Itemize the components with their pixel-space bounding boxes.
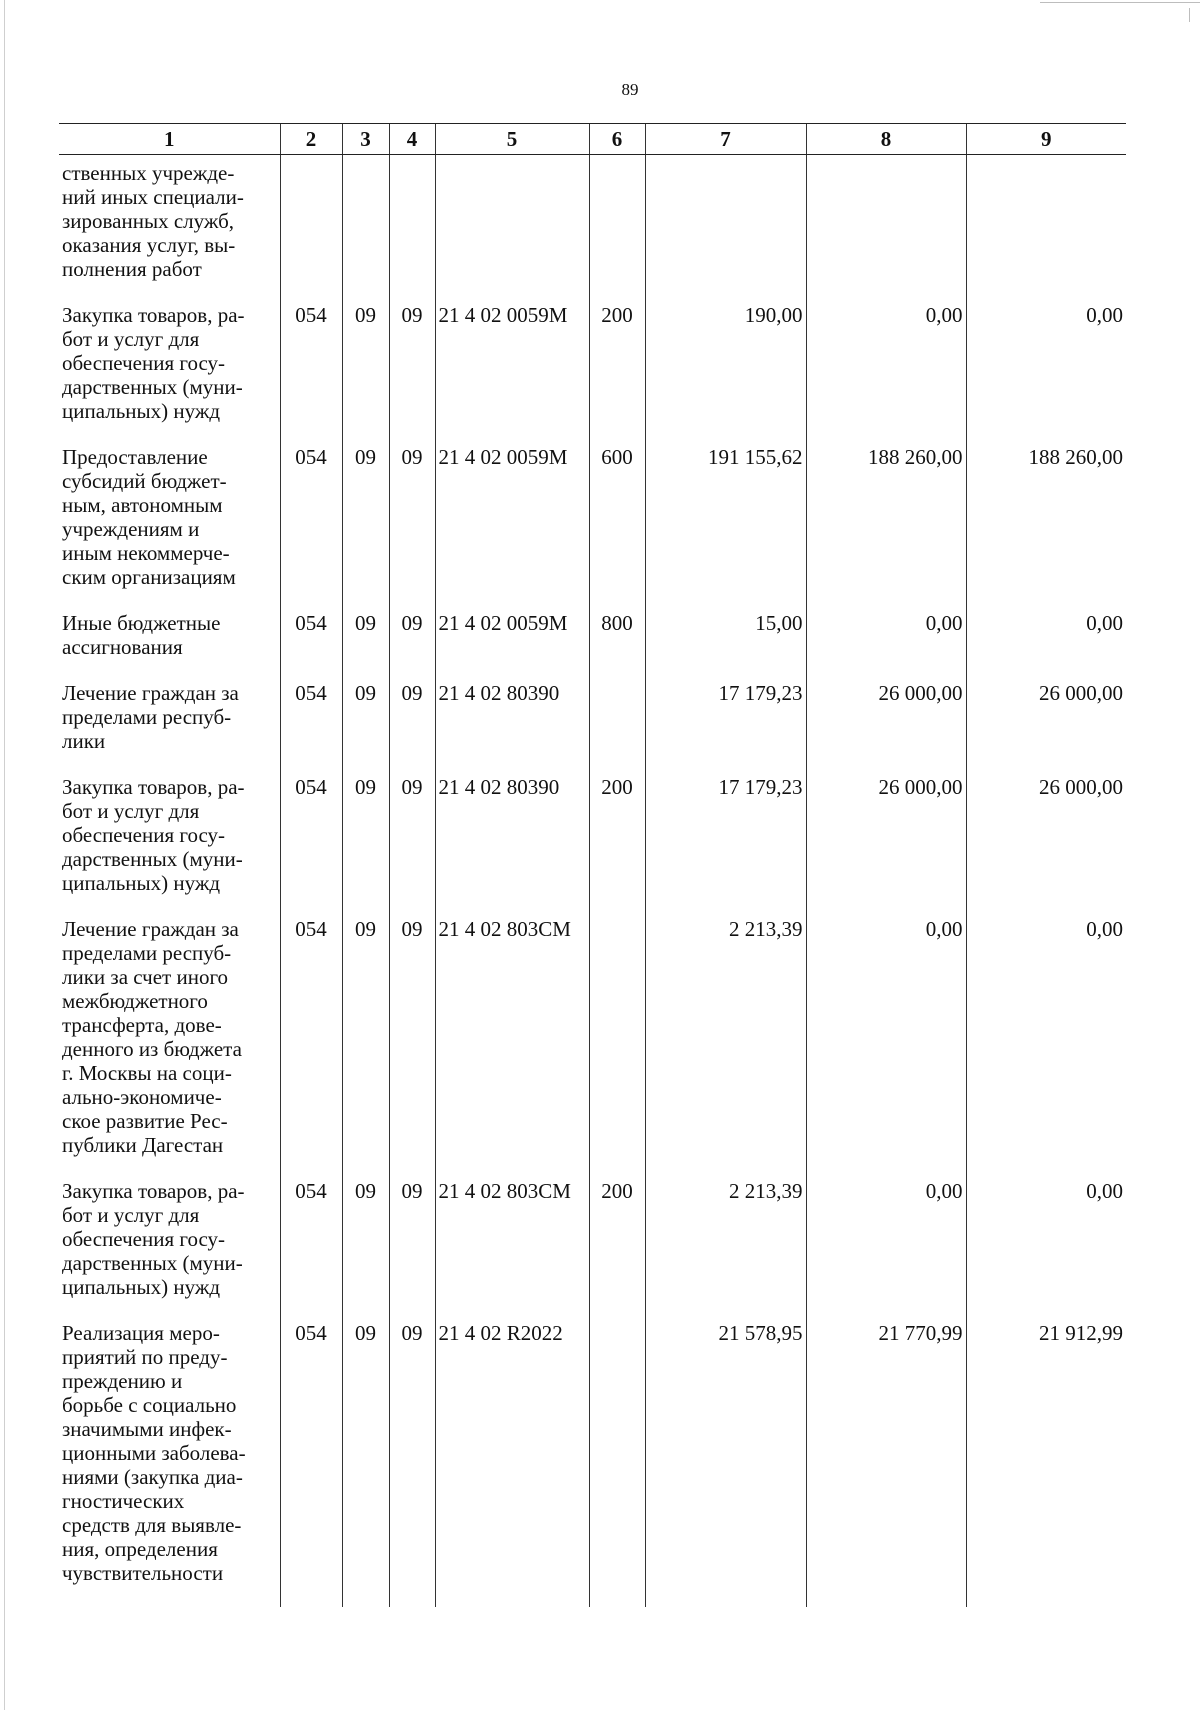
row-amount-col9: 188 260,00 [966,445,1126,611]
description-line: ально-экономиче- [62,1085,222,1109]
row-description [59,155,280,304]
description-line: трансферта, дове- [62,1013,222,1037]
description-line: дарственных (муни- [62,375,243,399]
row-expense-type [589,1321,645,1607]
row-description [59,917,280,1179]
row-amount-col8: 188 260,00 [806,445,966,611]
description-line: ственных учрежде- [62,161,235,185]
column-header-5: 5 [435,124,589,155]
row-target-article [435,155,589,304]
row-target-article: 21 4 02 0059М [435,611,589,681]
description-line: межбюджетного [62,989,208,1013]
description-line: ским организациям [62,565,236,589]
row-target-article: 21 4 02 0059М [435,303,589,445]
description-line: обеспечения госу- [62,1227,226,1251]
description-line: лики [62,729,106,753]
column-header-4: 4 [389,124,435,155]
description-line: ское развитие Рес- [62,1109,228,1133]
description-line: гностических [62,1489,185,1513]
row-target-article: 21 4 02 80390 [435,775,589,917]
description-line: зированных служб, [62,209,235,233]
row-description [59,303,280,445]
description-line: бот и услуг для [62,327,200,351]
description-line: средств для выявле- [62,1513,242,1537]
row-amount-col9: 0,00 [966,1179,1126,1321]
description-line: пределами респуб- [62,705,232,729]
row-description [59,681,280,775]
table-row [59,681,1126,775]
column-header-7: 7 [645,124,806,155]
table-row [59,1321,1126,1607]
row-amount-col9: 26 000,00 [966,681,1126,775]
row-ministry-code: 054 [280,611,342,681]
row-amount-col9: 0,00 [966,917,1126,1179]
description-line: ным, автономным [62,493,223,517]
row-section-code: 09 [342,303,389,445]
row-section-code: 09 [342,1321,389,1607]
description-line: борьбе с социально [62,1393,237,1417]
row-section-code: 09 [342,1179,389,1321]
description-line: Закупка товаров, ра- [62,303,245,327]
row-description [59,1179,280,1321]
column-header-2: 2 [280,124,342,155]
row-ministry-code: 054 [280,445,342,611]
row-amount-col7: 17 179,23 [645,775,806,917]
row-subsection-code: 09 [389,1179,435,1321]
table-row [59,1179,1126,1321]
row-section-code: 09 [342,681,389,775]
row-amount-col9: 26 000,00 [966,775,1126,917]
row-section-code [342,155,389,304]
row-expense-type: 200 [589,775,645,917]
description-line: дарственных (муни- [62,847,243,871]
row-ministry-code: 054 [280,775,342,917]
row-subsection-code: 09 [389,775,435,917]
description-line: Предоставление [62,445,208,469]
row-subsection-code: 09 [389,611,435,681]
row-description [59,775,280,917]
table-row [59,917,1126,1179]
description-line: ния, определения [62,1537,218,1561]
row-amount-col8: 0,00 [806,1179,966,1321]
description-line: Закупка товаров, ра- [62,775,245,799]
scan-edge-tick [1189,8,1190,22]
row-amount-col9: 0,00 [966,611,1126,681]
row-target-article: 21 4 02 0059М [435,445,589,611]
row-subsection-code: 09 [389,445,435,611]
row-amount-col8: 0,00 [806,611,966,681]
row-amount-col7: 190,00 [645,303,806,445]
description-line: преждению и [62,1369,183,1393]
description-line: бот и услуг для [62,799,200,823]
row-section-code: 09 [342,775,389,917]
description-line: публики Дагестан [62,1133,224,1157]
row-description [59,445,280,611]
row-subsection-code: 09 [389,681,435,775]
row-amount-col7: 15,00 [645,611,806,681]
description-line: ципальных) нужд [62,399,221,423]
row-subsection-code: 09 [389,1321,435,1607]
table-row [59,155,1126,304]
description-line: приятий по преду- [62,1345,228,1369]
description-line: оказания услуг, вы- [62,233,236,257]
table-header-row [59,124,1126,155]
description-line: Лечение граждан за [62,917,239,941]
row-amount-col9: 21 912,99 [966,1321,1126,1607]
description-line: г. Москвы на соци- [62,1061,232,1085]
row-amount-col9 [966,155,1126,304]
row-expense-type: 600 [589,445,645,611]
description-line: ционными заболева- [62,1441,246,1465]
column-header-9: 9 [966,124,1126,155]
row-expense-type: 800 [589,611,645,681]
description-line: лики за счет иного [62,965,229,989]
row-description [59,611,280,681]
description-line: учреждениям и [62,517,200,541]
row-subsection-code [389,155,435,304]
row-target-article: 21 4 02 803СМ [435,1179,589,1321]
row-amount-col7: 191 155,62 [645,445,806,611]
description-line: ний иных специали- [62,185,244,209]
description-line: обеспечения госу- [62,351,226,375]
description-line: бот и услуг для [62,1203,200,1227]
description-line: иным некоммерче- [62,541,230,565]
row-target-article: 21 4 02 R2022 [435,1321,589,1607]
description-line: ассигнования [62,635,183,659]
description-line: полнения работ [62,257,202,281]
row-section-code: 09 [342,611,389,681]
row-expense-type: 200 [589,1179,645,1321]
row-target-article: 21 4 02 80390 [435,681,589,775]
description-line: значимыми инфек- [62,1417,232,1441]
column-header-1: 1 [59,124,280,155]
description-line: ципальных) нужд [62,871,221,895]
table-row [59,445,1126,611]
description-line: Лечение граждан за [62,681,239,705]
description-line: чувствительности [62,1561,224,1585]
column-header-3: 3 [342,124,389,155]
row-amount-col8: 21 770,99 [806,1321,966,1607]
table-row [59,611,1126,681]
row-ministry-code: 054 [280,681,342,775]
page-number: 89 [621,80,639,99]
description-line: денного из бюджета [62,1037,242,1061]
scan-edge-line [4,0,5,1710]
budget-table [59,123,1126,1607]
row-amount-col7: 21 578,95 [645,1321,806,1607]
table-body [59,155,1126,1608]
row-amount-col7: 17 179,23 [645,681,806,775]
row-ministry-code: 054 [280,303,342,445]
description-line: обеспечения госу- [62,823,226,847]
row-expense-type: 200 [589,303,645,445]
row-ministry-code: 054 [280,917,342,1179]
description-line: пределами респуб- [62,941,232,965]
row-amount-col7: 2 213,39 [645,917,806,1179]
row-amount-col8: 26 000,00 [806,681,966,775]
row-amount-col8 [806,155,966,304]
row-expense-type [589,681,645,775]
column-header-6: 6 [589,124,645,155]
row-section-code: 09 [342,445,389,611]
row-amount-col8: 26 000,00 [806,775,966,917]
row-amount-col7 [645,155,806,304]
description-line: ципальных) нужд [62,1275,221,1299]
row-amount-col8: 0,00 [806,303,966,445]
description-line: Реализация меро- [62,1321,220,1345]
scan-edge-line-top [1040,2,1200,3]
row-section-code: 09 [342,917,389,1179]
row-amount-col8: 0,00 [806,917,966,1179]
description-line: Закупка товаров, ра- [62,1179,245,1203]
column-header-8: 8 [806,124,966,155]
row-ministry-code [280,155,342,304]
description-line: Иные бюджетные [62,611,221,635]
row-subsection-code: 09 [389,917,435,1179]
row-ministry-code: 054 [280,1179,342,1321]
row-subsection-code: 09 [389,303,435,445]
row-expense-type [589,155,645,304]
description-line: ниями (закупка диа- [62,1465,243,1489]
row-description [59,1321,280,1607]
row-amount-col7: 2 213,39 [645,1179,806,1321]
description-line: субсидий бюджет- [62,469,227,493]
row-amount-col9: 0,00 [966,303,1126,445]
table-row [59,775,1126,917]
description-line: дарственных (муни- [62,1251,243,1275]
row-target-article: 21 4 02 803СМ [435,917,589,1179]
row-ministry-code: 054 [280,1321,342,1607]
row-expense-type [589,917,645,1179]
table-row [59,303,1126,445]
